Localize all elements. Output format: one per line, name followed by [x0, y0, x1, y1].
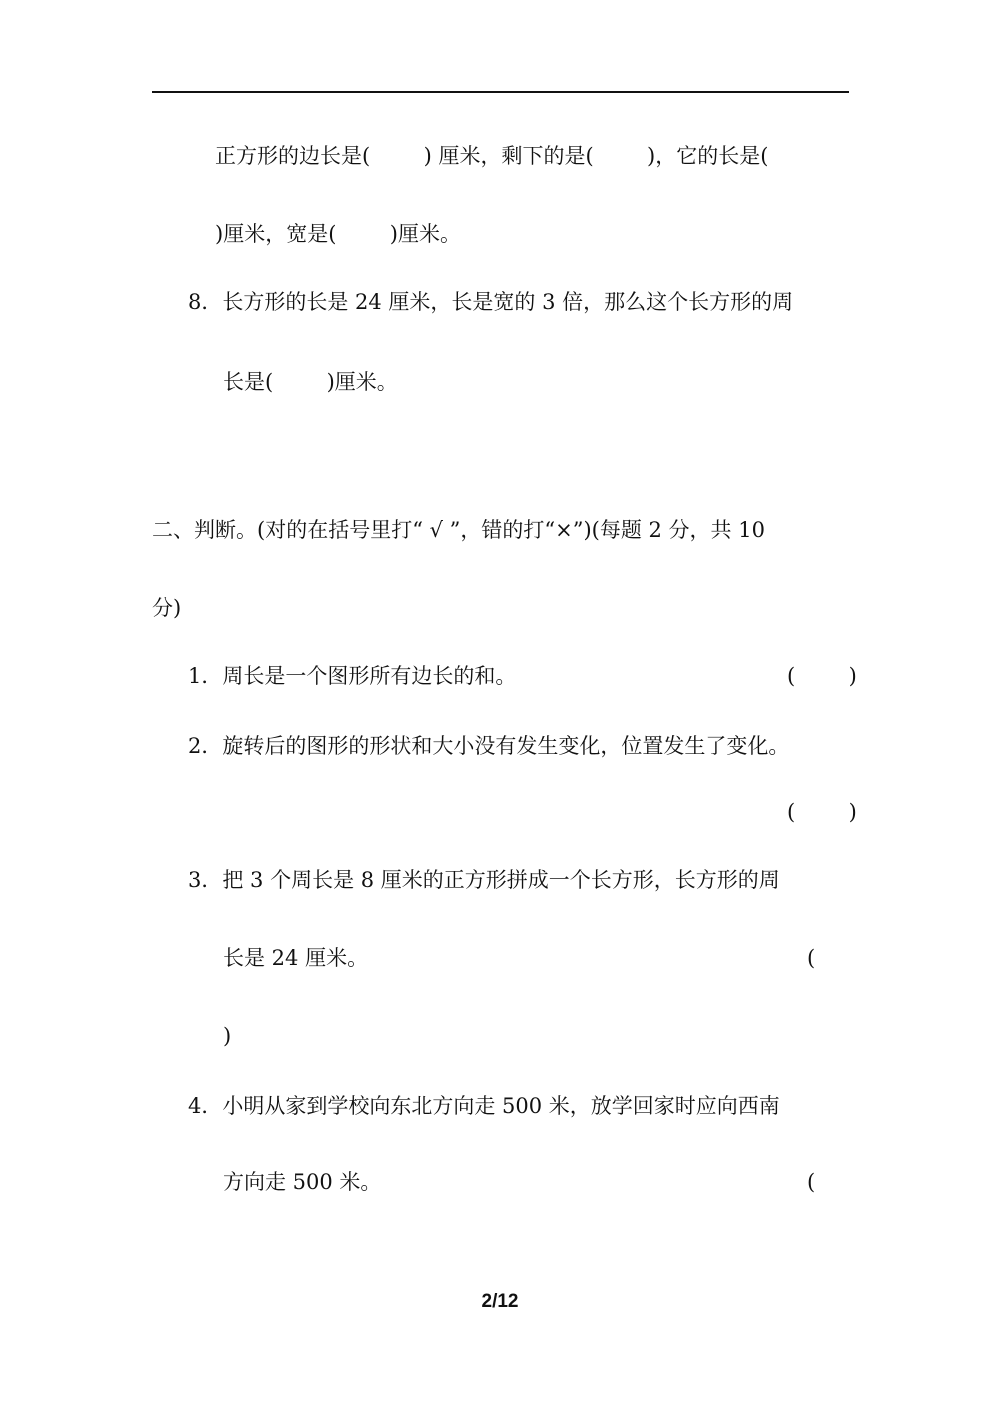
- q7-continuation-line2: )厘米，宽是( )厘米。: [215, 222, 461, 246]
- section2-heading-cont: 分): [152, 596, 182, 620]
- judgment-4-line2: 方向走 500 米。: [223, 1170, 382, 1194]
- q8-line1: 8．长方形的长是 24 厘米，长是宽的 3 倍，那么这个长方形的周: [188, 290, 794, 314]
- judgment-1-text: 1．周长是一个图形所有边长的和。: [188, 664, 517, 688]
- q7-continuation-line1: 正方形的边长是( ) 厘米，剩下的是( )，它的长是(: [215, 144, 769, 168]
- judgment-2-text: 2．旋转后的图形的形状和大小没有发生变化，位置发生了变化。: [188, 734, 790, 758]
- judgment-2-answer-paren[interactable]: ( ): [787, 800, 857, 824]
- judgment-4-paren-open[interactable]: (: [807, 1170, 816, 1194]
- q8-line2: 长是( )厘米。: [223, 370, 398, 394]
- judgment-4-line1: 4．小明从家到学校向东北方向走 500 米，放学回家时应向西南: [188, 1094, 780, 1118]
- judgment-1-answer-paren[interactable]: ( ): [787, 664, 857, 688]
- header-rule: [152, 91, 849, 93]
- judgment-3-line2: 长是 24 厘米。: [223, 946, 369, 970]
- page-number: 2/12: [481, 1291, 519, 1312]
- judgment-3-paren-close[interactable]: ): [223, 1024, 232, 1048]
- judgment-3-line1: 3．把 3 个周长是 8 厘米的正方形拼成一个长方形，长方形的周: [188, 868, 780, 892]
- judgment-3-paren-open[interactable]: (: [807, 946, 816, 970]
- section2-heading: 二、判断。(对的在括号里打“ √ ”，错的打“×”)(每题 2 分，共 10: [152, 518, 765, 542]
